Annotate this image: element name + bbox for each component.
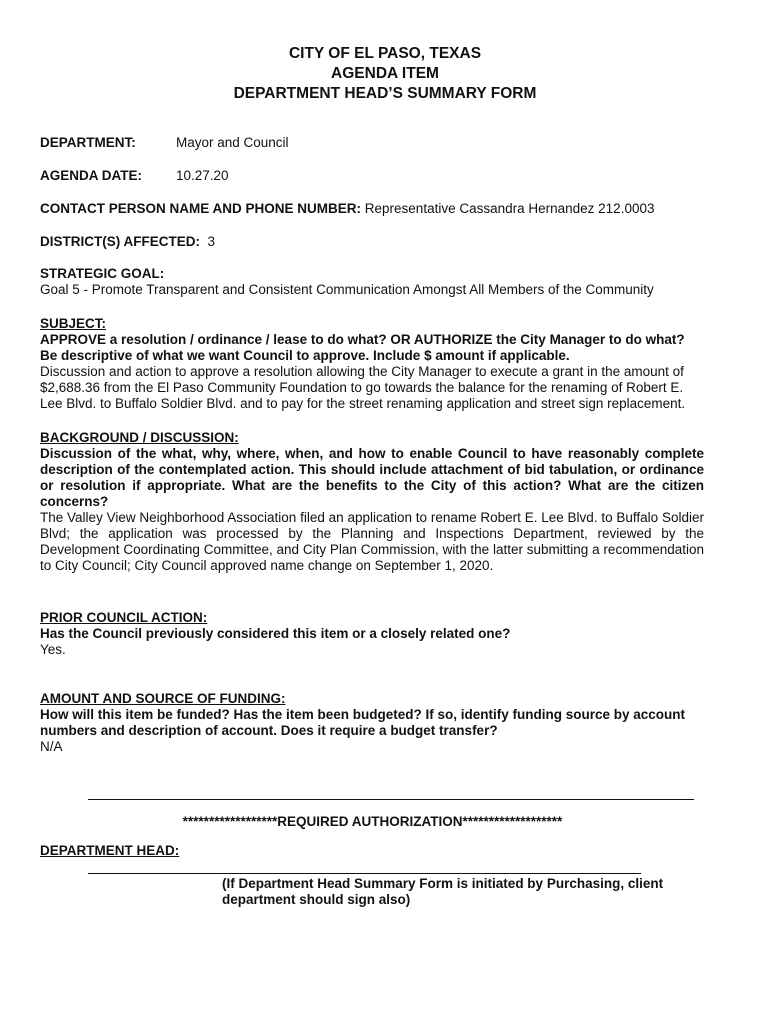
prior-action-prompt: Has the Council previously considered this item or a closely related one? bbox=[40, 626, 511, 641]
funding-prompt: How will this item be funded? Has the item been budgeted? If so, identify funding source by account numbers and description of account. Does it require a budget transfer? bbox=[40, 707, 686, 738]
subject-prompt: APPROVE a resolution / ordinance / lease to do what? OR AUTHORIZE the City Manager to do what? Be descriptive of what we want Council to approve. Include $ amount if applicable. bbox=[40, 332, 685, 363]
agenda-date-label: AGENDA DATE: bbox=[40, 168, 142, 183]
strategic-goal-value: Goal 5 - Promote Transparent and Consistent Communication Amongst All Members of the Community bbox=[40, 282, 654, 297]
funding-heading: AMOUNT AND SOURCE OF FUNDING: bbox=[40, 691, 286, 706]
department-head-label: DEPARTMENT HEAD: bbox=[40, 843, 180, 858]
background-text: The Valley View Neighborhood Association filed an application to rename Robert E. Lee Blvd. to Buffalo Soldier Blvd; the application was processed by the Planning and Inspections Department, reviewed by the Development Coordinating Committee, and City Plan Commission, with the latter submitting a recommendation to City Council; City Council approved name change on September 1, 2020. bbox=[40, 510, 704, 573]
contact-row bbox=[40, 201, 654, 217]
department-label: DEPARTMENT: bbox=[40, 135, 136, 150]
prior-action-text: Yes. bbox=[40, 642, 66, 657]
subject-heading: SUBJECT: bbox=[40, 316, 107, 331]
districts-label: DISTRICT(S) AFFECTED: bbox=[40, 234, 200, 249]
required-authorization-text: ******************REQUIRED AUTHORIZATION******************* bbox=[182, 814, 563, 829]
agenda-item-title: AGENDA ITEM bbox=[331, 65, 439, 82]
department-value: Mayor and Council bbox=[176, 135, 289, 150]
agenda-date-row bbox=[40, 168, 229, 184]
contact-label: CONTACT PERSON NAME AND PHONE NUMBER: bbox=[40, 201, 362, 216]
subject-text: Discussion and action to approve a resolution allowing the City Manager to execute a grant in the amount of $2,688.36 from the El Paso Community Foundation to go towards the balance for the renaming of Robert E. Lee Blvd. to Buffalo Soldier Blvd. and to pay for the street renaming application and street sign replacement. bbox=[40, 364, 686, 411]
agenda-date-value: 10.27.20 bbox=[176, 168, 229, 183]
required-authorization-banner bbox=[0, 814, 745, 830]
prior-action-section bbox=[40, 610, 704, 658]
districts-value: 3 bbox=[207, 234, 216, 249]
funding-section bbox=[40, 691, 704, 755]
strategic-goal-section bbox=[40, 266, 704, 298]
background-prompt: Discussion of the what, why, where, when, and how to enable Council to have reasonably complete description of the contemplated action. This should include attachment of bid tabulation, or ordinance or resolution if appropriate. What are the benefits to the City of this action? What are the citizen concerns? bbox=[40, 446, 704, 509]
signature-line[interactable] bbox=[88, 873, 641, 874]
funding-text: N/A bbox=[40, 739, 63, 754]
subject-section bbox=[40, 316, 704, 412]
prior-action-heading: PRIOR COUNCIL ACTION: bbox=[40, 610, 208, 625]
department-row bbox=[40, 135, 289, 151]
districts-row bbox=[40, 234, 215, 250]
form-name-title: DEPARTMENT HEAD’S SUMMARY FORM bbox=[233, 85, 537, 102]
strategic-goal-label: STRATEGIC GOAL: bbox=[40, 266, 165, 281]
contact-value: Representative Cassandra Hernandez 212.0003 bbox=[364, 201, 655, 216]
department-head-heading bbox=[40, 843, 179, 859]
background-heading: BACKGROUND / DISCUSSION: bbox=[40, 430, 239, 445]
background-section bbox=[40, 430, 704, 574]
city-title: CITY OF EL PASO, TEXAS bbox=[288, 45, 482, 62]
divider-line bbox=[88, 799, 694, 800]
department-head-note: (If Department Head Summary Form is initiated by Purchasing, client department should sign also) bbox=[222, 876, 664, 907]
form-title-block bbox=[0, 44, 770, 104]
